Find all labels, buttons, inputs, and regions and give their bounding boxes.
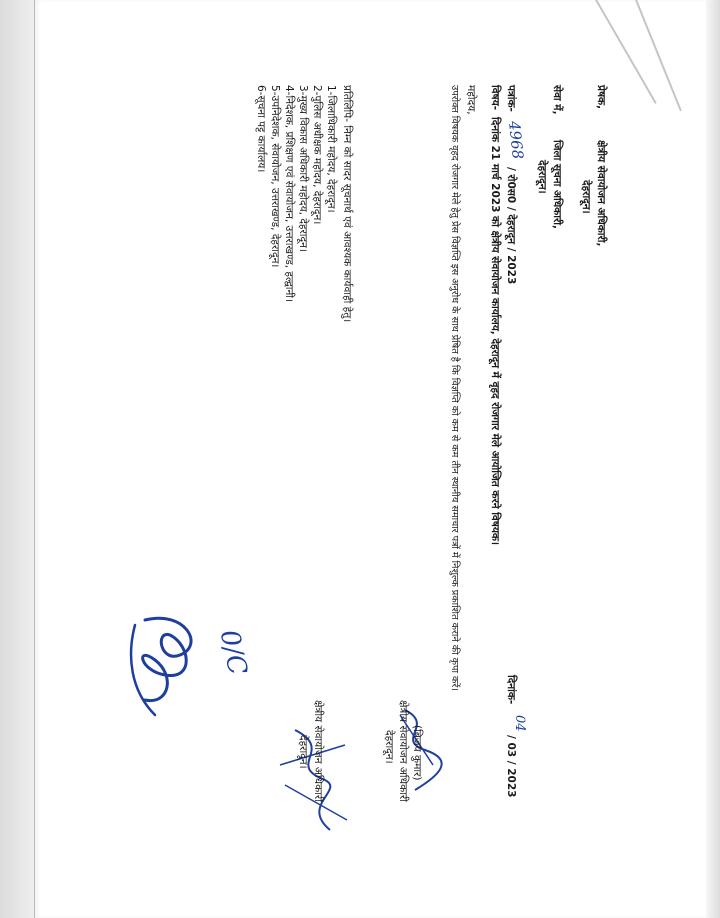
- to-label: सेवा में,: [551, 85, 563, 115]
- handwritten-initials: [120, 605, 215, 725]
- signatory-city: देहरादून।: [383, 730, 395, 764]
- subject-text: दिनांक 21 मार्च 2023 को क्षेत्रीय सेवायोजन कार्यालय, देहरादून में वृहद रोजगार मेले आयोजित करने विषयक।: [489, 117, 501, 545]
- signatory-designation: क्षेत्रीय सेवायोजन अधिकारी: [397, 700, 409, 802]
- to-city: देहरादून।: [536, 160, 548, 194]
- copy-list-item: 2-पुलिस अधीक्षक महोदय, देहरादून।: [311, 85, 323, 225]
- copy-heading: प्रतिलिपि- निम्न को सादर सूचनार्थ एवं आवश्यक कार्यवाही हेतु।: [341, 85, 353, 323]
- to-officer: जिला सूचना अधिकारी,: [551, 140, 563, 229]
- letter-content: [90, 85, 610, 885]
- handwritten-oc-mark: 0/C: [213, 627, 253, 678]
- copy-list-item: 1-जिलाधिकारी महोदय, देहरादून।: [325, 85, 337, 213]
- date-label: दिनांक-: [505, 675, 517, 705]
- from-label: प्रेषक,: [595, 85, 607, 110]
- subject-label: विषय-: [489, 85, 501, 111]
- signatory-name: (बिजय कुमार): [411, 725, 423, 781]
- bottom-signatory-city: देहरादून।: [297, 735, 309, 769]
- page-edge: [706, 0, 720, 918]
- from-office: क्षेत्रीय सेवायोजन अधिकारी,: [595, 140, 607, 247]
- patrank-label: पत्रांक-: [505, 85, 517, 112]
- bottom-signatory-designation: क्षेत्रीय सेवायोजन अधिकारी: [312, 700, 324, 802]
- copy-list-item: 6-सूचना पट्ट कार्यालय।: [255, 85, 267, 173]
- paper-crease: [635, 0, 682, 111]
- salutation: महोदय,: [465, 85, 477, 115]
- copy-list-item: 4-निदेशक, प्रशिक्षण एवं सेवायोजन, उत्तराखण्ड, हल्द्वानी।: [283, 85, 295, 303]
- scan-background: [0, 0, 34, 918]
- handwritten-date: 04: [512, 715, 527, 732]
- from-city: देहरादून।: [580, 180, 592, 214]
- copy-list-item: 5-उपनिदेशक, सेवायोजन, उत्तराखण्ड, देहरादून।: [269, 85, 281, 268]
- body-text: उपरोक्त विषयक वृहद रोजगार मेले हेतु प्रेस विज्ञप्ति इस अनुरोध के साथ प्रेषित है कि विज्ञप्ति को कम से कम तीन स्थानीय समाचार पत्रों में निशुल्क प्रकाशित कराने की कृपा करें।: [449, 85, 460, 691]
- patrank-value: / रो0स0 / देहरादून / 2023: [505, 167, 517, 285]
- copy-list-item: 3-मुख्य विकास अधिकारी महोदय, देहरादून।: [297, 85, 309, 252]
- date-value: / 03 / 2023: [505, 735, 517, 798]
- handwritten-dispatch-number: 4968: [505, 120, 527, 161]
